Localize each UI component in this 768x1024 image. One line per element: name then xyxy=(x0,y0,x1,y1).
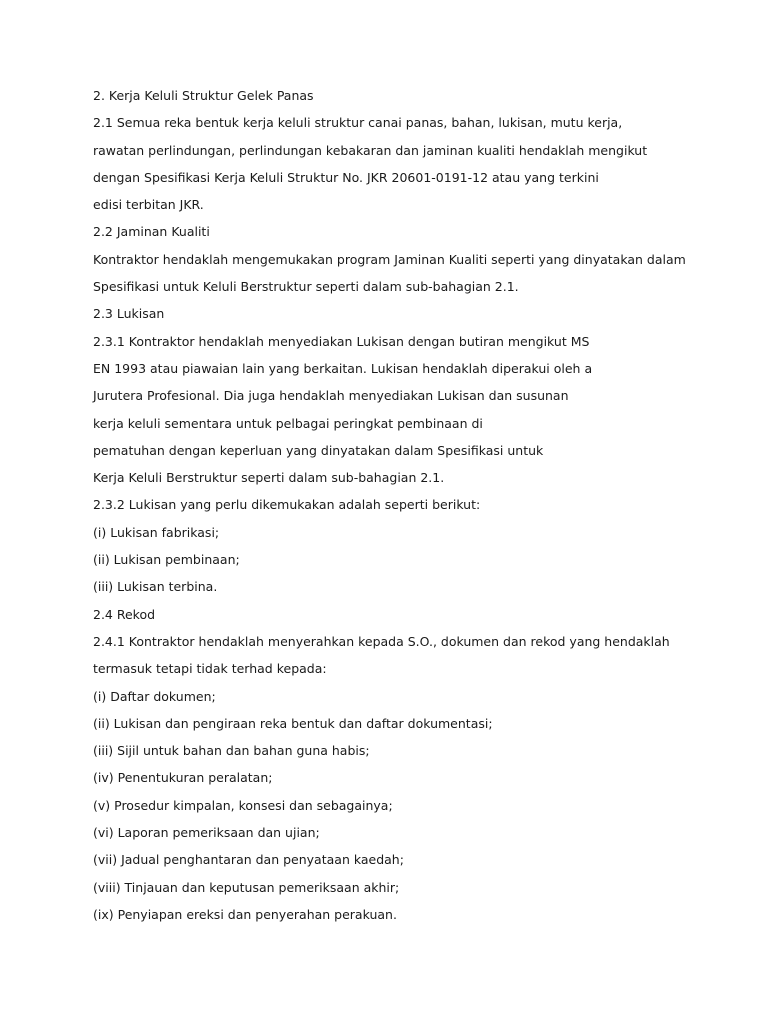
paragraph-line: EN 1993 atau piawaian lain yang berkaitan. Lukisan hendaklah diperakui oleh a xyxy=(93,360,593,376)
paragraph-line: kerja keluli sementara untuk pelbagai peringkat pembinaan di xyxy=(93,415,483,431)
paragraph-line: pematuhan dengan keperluan yang dinyatakan dalam Spesifikasi untuk xyxy=(93,442,544,458)
list-item: (vi) Laporan pemeriksaan dan ujian; xyxy=(93,825,320,841)
paragraph-line: Spesifikasi untuk Keluli Berstruktur seperti dalam sub-bahagian 2.1. xyxy=(93,279,519,295)
list-item: (iii) Sijil untuk bahan dan bahan guna habis; xyxy=(93,743,370,759)
list-item: (i) Daftar dokumen; xyxy=(93,688,216,704)
subsection-heading: 2.4 Rekod xyxy=(93,606,156,622)
section-heading: 2. Kerja Keluli Struktur Gelek Panas xyxy=(93,88,314,103)
list-item: (ii) Lukisan pembinaan; xyxy=(93,552,240,568)
list-item: (iii) Lukisan terbina. xyxy=(93,579,218,595)
paragraph-line: 2.1 Semua reka bentuk kerja keluli struktur canai panas, bahan, lukisan, mutu kerja, xyxy=(93,115,623,131)
paragraph-line: rawatan perlindungan, perlindungan kebakaran dan jaminan kualiti hendaklah mengikut xyxy=(93,142,648,158)
list-item: (vii) Jadual penghantaran dan penyataan kaedah; xyxy=(93,852,404,868)
paragraph-line: Kontraktor hendaklah mengemukakan program Jaminan Kualiti seperti yang dinyatakan dalam xyxy=(93,251,686,267)
list-item: (ii) Lukisan dan pengiraan reka bentuk dan daftar dokumentasi; xyxy=(93,715,493,731)
paragraph-line: Jurutera Profesional. Dia juga hendaklah menyediakan Lukisan dan susunan xyxy=(93,388,569,404)
list-item: (i) Lukisan fabrikasi; xyxy=(93,524,220,540)
list-item: (iv) Penentukuran peralatan; xyxy=(93,770,273,786)
list-item: (v) Prosedur kimpalan, konsesi dan sebagainya; xyxy=(93,797,393,813)
document-body xyxy=(93,86,693,932)
list-item: (viii) Tinjauan dan keputusan pemeriksaan akhir; xyxy=(93,879,400,895)
paragraph-line: edisi terbitan JKR. xyxy=(93,197,204,213)
subsection-heading: 2.2 Jaminan Kualiti xyxy=(93,224,210,240)
paragraph-line: 2.3.1 Kontraktor hendaklah menyediakan Lukisan dengan butiran mengikut MS xyxy=(93,333,590,349)
paragraph-line: Kerja Keluli Berstruktur seperti dalam sub-bahagian 2.1. xyxy=(93,470,445,486)
paragraph-line: 2.4.1 Kontraktor hendaklah menyerahkan kepada S.O., dokumen dan rekod yang hendaklah xyxy=(93,633,670,649)
paragraph-line: termasuk tetapi tidak terhad kepada: xyxy=(93,661,327,677)
paragraph-line: 2.3.2 Lukisan yang perlu dikemukakan adalah seperti berikut: xyxy=(93,497,481,513)
subsection-heading: 2.3 Lukisan xyxy=(93,306,165,322)
list-item: (ix) Penyiapan ereksi dan penyerahan perakuan. xyxy=(93,906,397,922)
paragraph-line: dengan Spesifikasi Kerja Keluli Struktur No. JKR 20601-0191-12 atau yang terkini xyxy=(93,169,599,185)
